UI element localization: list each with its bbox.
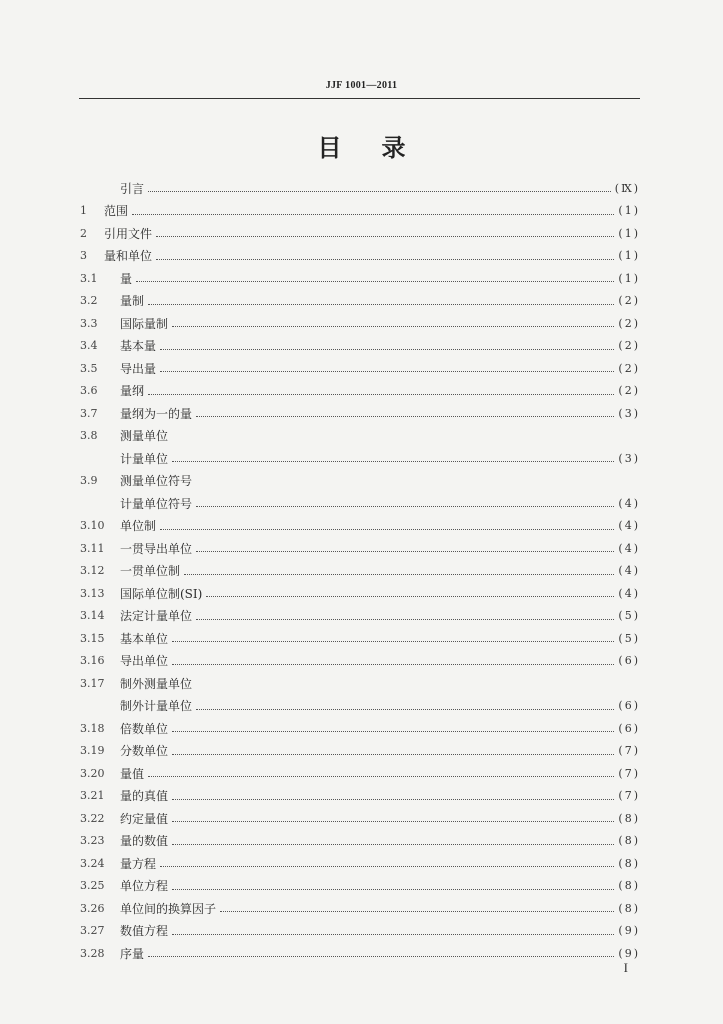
dot-leader xyxy=(172,888,614,890)
toc-entry-page: (7) xyxy=(618,744,640,758)
dot-leader xyxy=(172,663,614,665)
toc-entry-number: 3.15 xyxy=(80,631,105,645)
toc-entry[interactable] xyxy=(80,492,640,515)
toc-entry[interactable] xyxy=(80,335,640,358)
toc-entry-page: (8) xyxy=(618,879,640,893)
toc-entry-number: 3.9 xyxy=(80,474,98,488)
toc-entry[interactable] xyxy=(80,920,640,943)
toc-entry-number: 3.23 xyxy=(80,834,105,848)
toc-entry-page: (8) xyxy=(618,901,640,915)
toc-entry-page: (7) xyxy=(618,789,640,803)
toc-entry-page: (4) xyxy=(618,586,640,600)
dot-leader xyxy=(148,393,614,395)
toc-entry[interactable] xyxy=(80,717,640,740)
toc-entry-number: 3.5 xyxy=(80,361,98,375)
toc-entry-number: 3.6 xyxy=(80,384,98,398)
toc-entry[interactable] xyxy=(80,560,640,583)
dot-leader xyxy=(156,235,614,237)
page-title xyxy=(0,128,723,163)
toc-entry[interactable] xyxy=(80,447,640,470)
toc-entry-number: 3.24 xyxy=(80,856,105,870)
dot-leader xyxy=(196,708,614,710)
toc-entry-label: 约定量值 xyxy=(120,811,169,826)
toc-entry[interactable] xyxy=(80,785,640,808)
table-of-contents xyxy=(80,177,640,965)
toc-entry-page: (9) xyxy=(618,924,640,938)
toc-entry-page: (7) xyxy=(618,766,640,780)
toc-entry-page: (Ⅸ) xyxy=(614,181,640,195)
page-number: I xyxy=(623,960,628,975)
toc-entry-label: 单位方程 xyxy=(120,879,169,894)
toc-entry-page: (1) xyxy=(618,249,640,263)
toc-entry-page: (2) xyxy=(618,294,640,308)
toc-entry-page: (2) xyxy=(618,316,640,330)
toc-entry[interactable] xyxy=(80,830,640,853)
toc-entry-label: 量方程 xyxy=(120,856,157,871)
toc-entry-page: (1) xyxy=(618,271,640,285)
toc-entry-label: 引用文件 xyxy=(104,226,153,241)
toc-entry[interactable] xyxy=(80,852,640,875)
dot-leader xyxy=(184,573,614,575)
dot-leader xyxy=(148,190,611,192)
toc-entry[interactable] xyxy=(80,672,640,695)
dot-leader xyxy=(220,910,614,912)
toc-entry[interactable] xyxy=(80,807,640,830)
toc-entry-number: 3.26 xyxy=(80,901,105,915)
title-char-1: 目 xyxy=(317,134,342,162)
toc-entry-label: 范围 xyxy=(104,204,129,219)
toc-entry-number: 3.7 xyxy=(80,406,98,420)
toc-entry-number: 3.21 xyxy=(80,789,105,803)
dot-leader xyxy=(172,730,614,732)
toc-entry-page: (8) xyxy=(618,834,640,848)
toc-entry[interactable] xyxy=(80,380,640,403)
toc-entry[interactable] xyxy=(80,290,640,313)
toc-entry-number: 3.28 xyxy=(80,946,105,960)
toc-entry[interactable] xyxy=(80,695,640,718)
toc-entry-number: 3.22 xyxy=(80,811,105,825)
toc-entry[interactable] xyxy=(80,740,640,763)
toc-entry-page: (3) xyxy=(618,406,640,420)
toc-entry-number: 1 xyxy=(80,204,87,218)
toc-entry[interactable] xyxy=(80,515,640,538)
toc-entry-label: 法定计量单位 xyxy=(120,609,193,624)
toc-entry-label: 制外计量单位 xyxy=(120,699,193,714)
toc-entry-label: 一贯单位制 xyxy=(120,564,181,579)
toc-entry-label: 导出量 xyxy=(120,361,157,376)
toc-entry[interactable] xyxy=(80,605,640,628)
dot-leader xyxy=(172,325,614,327)
dot-leader xyxy=(196,618,614,620)
toc-entry-label: 测量单位 xyxy=(120,429,169,444)
title-char-2: 录 xyxy=(381,134,406,162)
dot-leader xyxy=(172,460,614,462)
toc-entry-number: 3.11 xyxy=(80,541,105,555)
toc-entry-number: 3.20 xyxy=(80,766,105,780)
dot-leader xyxy=(206,595,614,597)
toc-entry-number: 2 xyxy=(80,226,87,240)
dot-leader xyxy=(196,415,614,417)
toc-entry-number: 3.14 xyxy=(80,609,105,623)
dot-leader xyxy=(172,933,614,935)
toc-entry-number: 3 xyxy=(80,249,87,263)
toc-entry-number: 3.16 xyxy=(80,654,105,668)
toc-entry[interactable] xyxy=(80,245,640,268)
toc-entry[interactable] xyxy=(80,267,640,290)
toc-entry-label: 单位间的换算因子 xyxy=(120,901,217,916)
dot-leader xyxy=(160,348,614,350)
toc-entry-label: 量制 xyxy=(120,294,145,309)
toc-entry-page: (4) xyxy=(618,541,640,555)
toc-entry-page: (2) xyxy=(618,339,640,353)
toc-entry-label: 量的真值 xyxy=(120,789,169,804)
toc-entry-number: 3.13 xyxy=(80,586,105,600)
dot-leader xyxy=(172,820,614,822)
dot-leader xyxy=(172,640,614,642)
header-rule xyxy=(79,98,640,99)
toc-entry[interactable] xyxy=(80,762,640,785)
toc-entry-number: 3.8 xyxy=(80,429,98,443)
toc-entry-label: 量纲 xyxy=(120,384,145,399)
toc-entry-label: 引言 xyxy=(120,181,145,196)
toc-entry-number: 3.3 xyxy=(80,316,98,330)
toc-entry-page: (1) xyxy=(618,204,640,218)
toc-entry[interactable] xyxy=(80,650,640,673)
toc-entry[interactable] xyxy=(80,897,640,920)
toc-entry-label: 量 xyxy=(120,271,133,286)
toc-entry[interactable] xyxy=(80,875,640,898)
toc-entry-page: (6) xyxy=(618,699,640,713)
toc-entry-number: 3.1 xyxy=(80,271,98,285)
toc-entry-page: (8) xyxy=(618,811,640,825)
toc-entry-label: 基本量 xyxy=(120,339,157,354)
toc-entry[interactable] xyxy=(80,425,640,448)
toc-entry-number: 3.18 xyxy=(80,721,105,735)
toc-entry-number: 3.2 xyxy=(80,294,98,308)
toc-entry-label: 分数单位 xyxy=(120,744,169,759)
dot-leader xyxy=(136,280,614,282)
toc-entry-label: 单位制 xyxy=(120,519,157,534)
dot-leader xyxy=(172,798,614,800)
toc-entry-label: 量的数值 xyxy=(120,834,169,849)
toc-entry[interactable] xyxy=(80,627,640,650)
dot-leader xyxy=(148,303,614,305)
toc-entry-page: (4) xyxy=(618,519,640,533)
toc-entry-page: (5) xyxy=(618,609,640,623)
toc-entry[interactable] xyxy=(80,942,640,965)
toc-entry-label: 国际量制 xyxy=(120,316,169,331)
toc-entry-page: (4) xyxy=(618,564,640,578)
toc-entry[interactable] xyxy=(80,402,640,425)
toc-entry-label: 量和单位 xyxy=(104,249,153,264)
toc-entry-number: 3.25 xyxy=(80,879,105,893)
toc-entry[interactable] xyxy=(80,357,640,380)
toc-entry-page: (5) xyxy=(618,631,640,645)
toc-entry-label: 计量单位 xyxy=(120,451,169,466)
toc-entry-label: 一贯导出单位 xyxy=(120,541,193,556)
dot-leader xyxy=(160,865,614,867)
toc-entry-label: 导出单位 xyxy=(120,654,169,669)
dot-leader xyxy=(160,370,614,372)
running-header: JJF 1001—2011 xyxy=(325,80,398,91)
toc-entry[interactable] xyxy=(80,312,640,335)
toc-entry-label: 制外测量单位 xyxy=(120,676,193,691)
dot-leader xyxy=(172,753,614,755)
toc-entry-label: 量值 xyxy=(120,766,145,781)
toc-entry-number: 3.10 xyxy=(80,519,105,533)
toc-entry-page: (1) xyxy=(618,226,640,240)
toc-entry-label: 国际单位制(SI) xyxy=(120,586,203,601)
toc-entry-number: 3.12 xyxy=(80,564,105,578)
toc-entry-label: 量纲为一的量 xyxy=(120,406,193,421)
toc-entry-label: 测量单位符号 xyxy=(120,474,193,489)
toc-entry[interactable] xyxy=(80,222,640,245)
toc-entry-page: (9) xyxy=(618,946,640,960)
dot-leader xyxy=(160,528,614,530)
toc-entry-label: 序量 xyxy=(120,946,145,961)
toc-entry-page: (3) xyxy=(618,451,640,465)
dot-leader xyxy=(148,775,614,777)
toc-entry[interactable] xyxy=(80,470,640,493)
toc-entry[interactable] xyxy=(80,582,640,605)
toc-entry-page: (4) xyxy=(618,496,640,510)
toc-entry-number: 3.19 xyxy=(80,744,105,758)
toc-entry-number: 3.17 xyxy=(80,676,105,690)
dot-leader xyxy=(156,258,614,260)
dot-leader xyxy=(132,213,614,215)
toc-entry[interactable] xyxy=(80,200,640,223)
toc-entry-label: 计量单位符号 xyxy=(120,496,193,511)
toc-entry-page: (2) xyxy=(618,361,640,375)
toc-entry-page: (6) xyxy=(618,654,640,668)
toc-entry-page: (8) xyxy=(618,856,640,870)
dot-leader xyxy=(172,843,614,845)
dot-leader xyxy=(196,505,614,507)
toc-entry-label: 数值方程 xyxy=(120,924,169,939)
toc-entry-label: 倍数单位 xyxy=(120,721,169,736)
toc-entry[interactable] xyxy=(80,177,640,200)
toc-entry-number: 3.4 xyxy=(80,339,98,353)
dot-leader xyxy=(148,955,614,957)
toc-entry-page: (6) xyxy=(618,721,640,735)
toc-entry-label: 基本单位 xyxy=(120,631,169,646)
dot-leader xyxy=(196,550,614,552)
toc-entry-page: (2) xyxy=(618,384,640,398)
toc-entry-number: 3.27 xyxy=(80,924,105,938)
toc-entry[interactable] xyxy=(80,537,640,560)
